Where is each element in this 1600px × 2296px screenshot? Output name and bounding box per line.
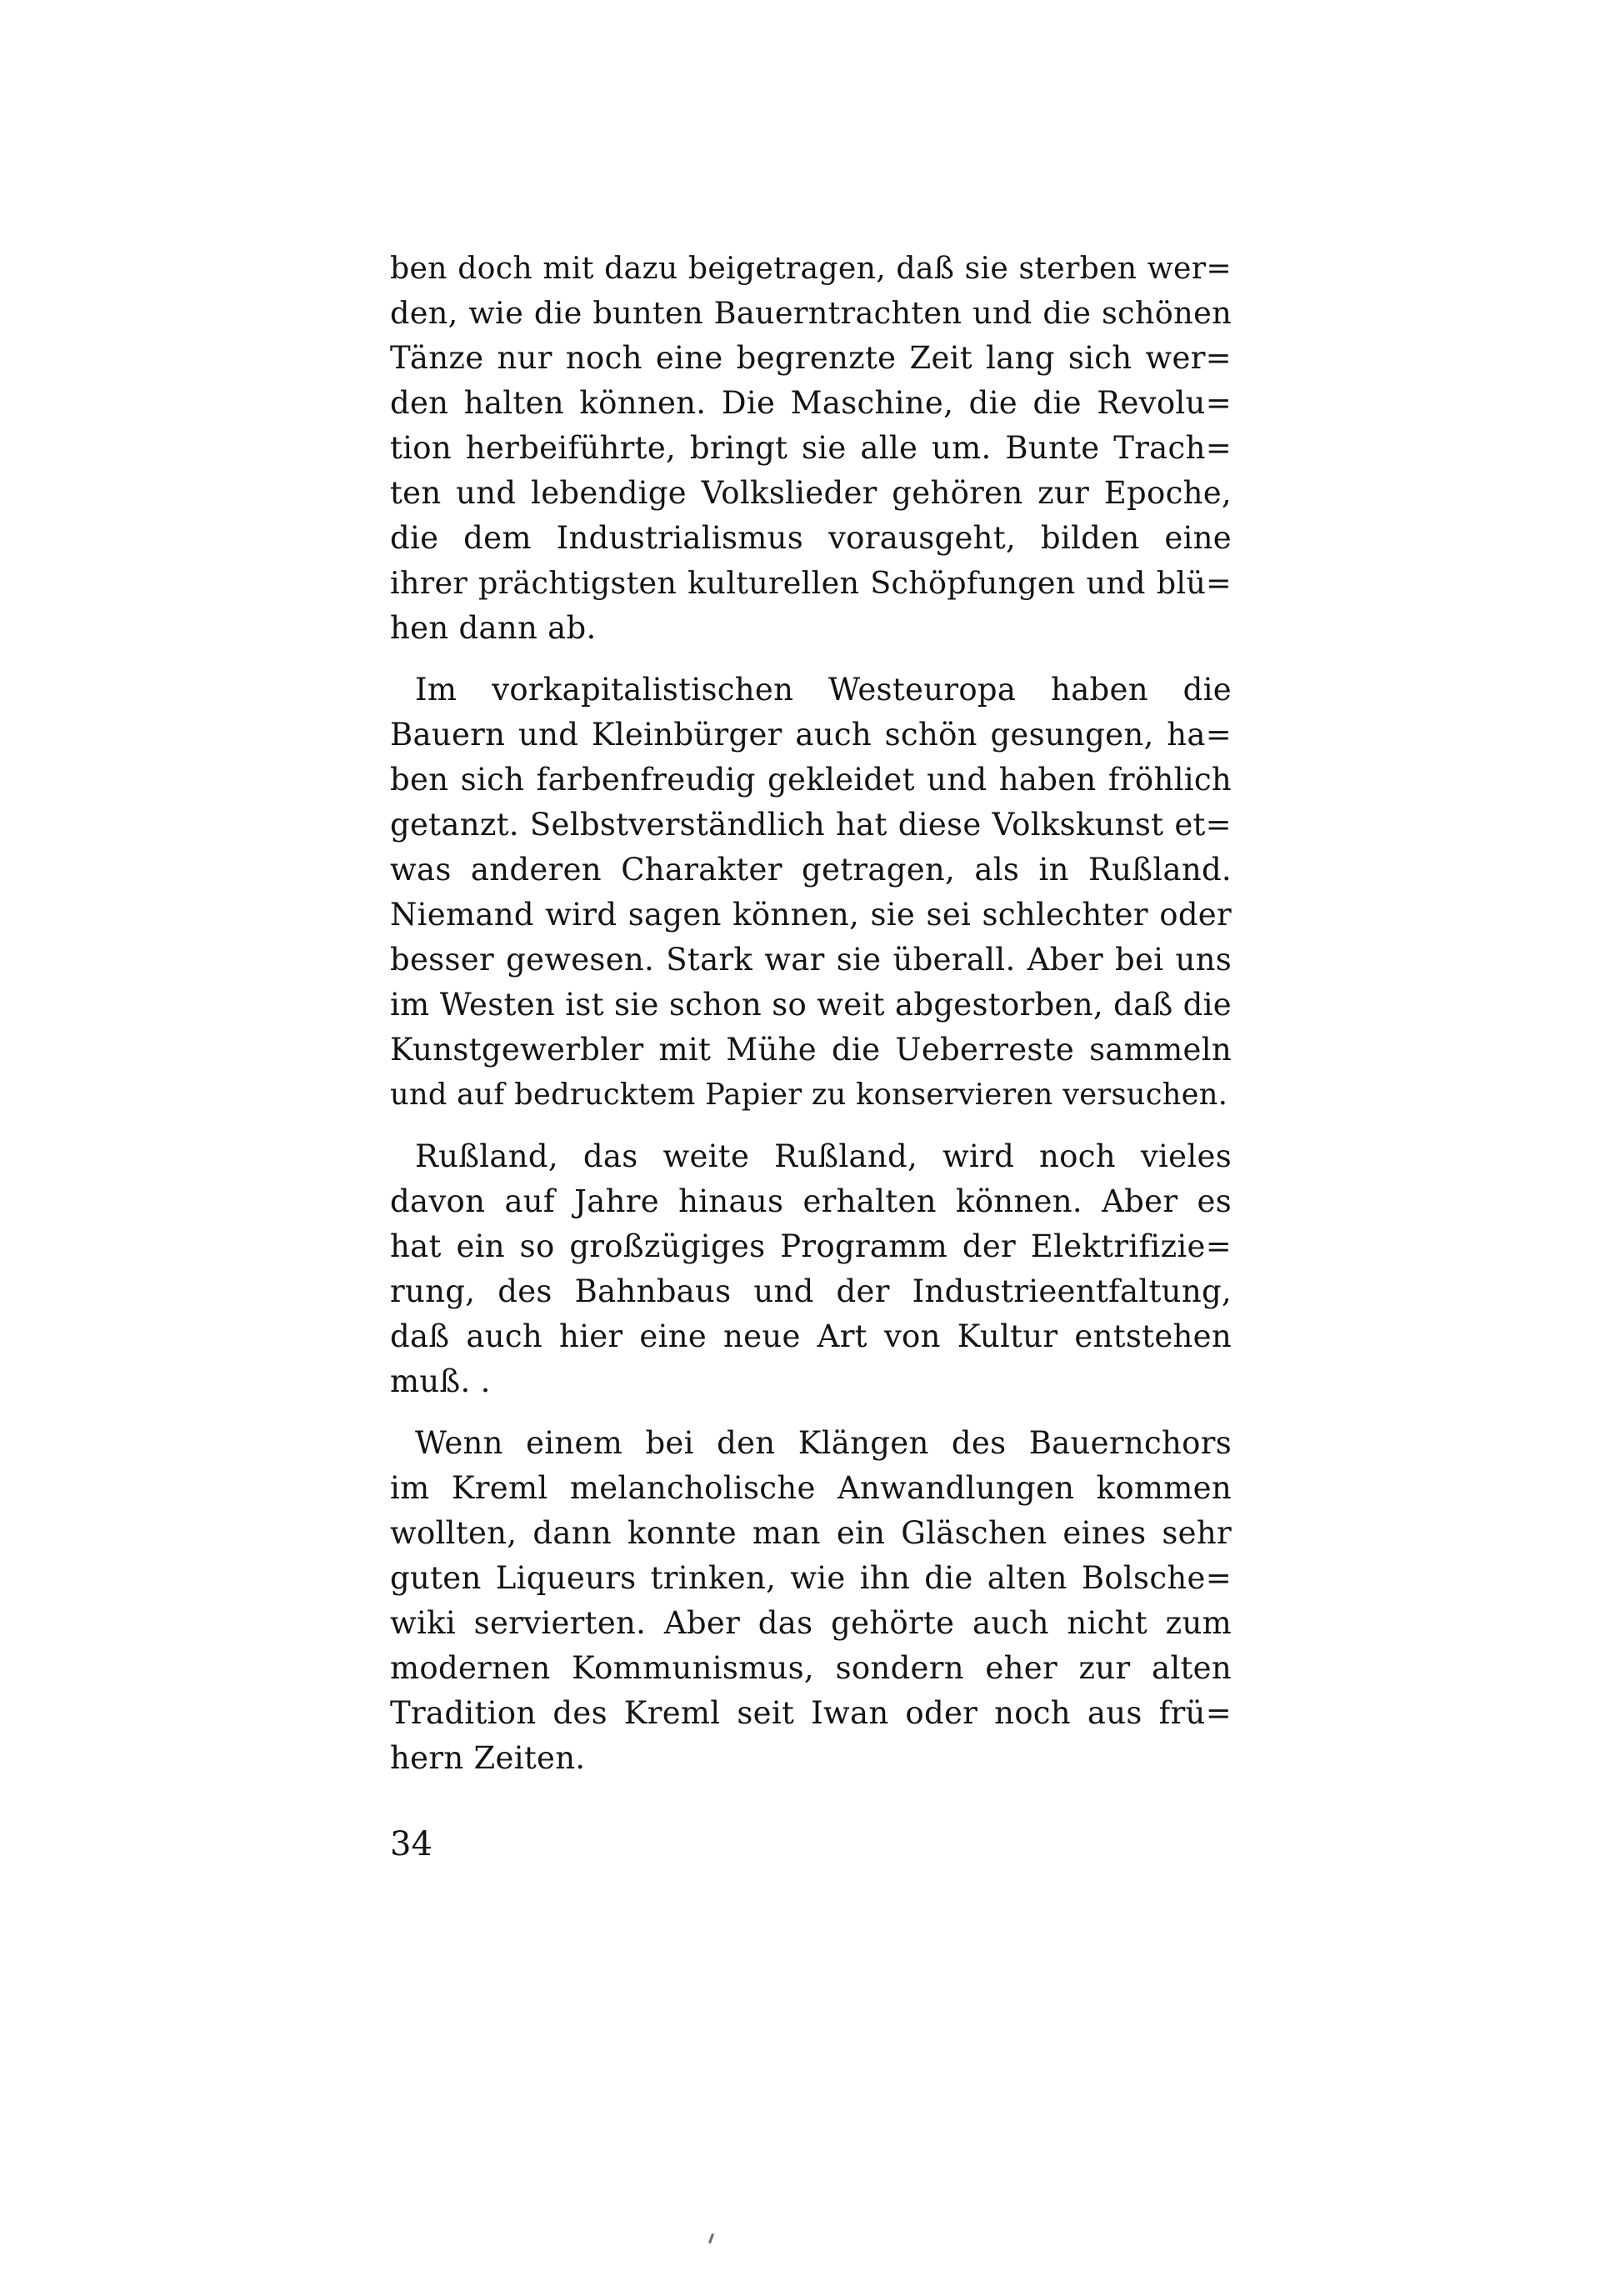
text-line: hen dann ab.	[390, 610, 597, 646]
text-line: hat ein so großzügiges Programm der Elektrifizie=	[390, 1228, 1232, 1264]
text-line: Im vorkapitalistischen Westeuropa haben die	[415, 672, 1232, 708]
text-line: Niemand wird sagen können, sie sei schlechter oder	[390, 897, 1232, 933]
text-line: ben doch mit dazu beigetragen, daß sie sterben wer=	[390, 250, 1232, 286]
paragraph-1	[390, 246, 1232, 651]
text-line: hern Zeiten.	[390, 1740, 586, 1776]
text-line: davon auf Jahre hinaus erhalten können. Aber es	[390, 1183, 1232, 1219]
text-line: wiki servierten. Aber das gehörte auch nicht zum	[390, 1605, 1232, 1641]
text-line: wollten, dann konnte man ein Gläschen eines sehr	[390, 1515, 1232, 1551]
text-line: ben sich farbenfreudig gekleidet und haben fröhlich	[390, 762, 1232, 798]
print-speck	[708, 2233, 714, 2243]
text-line: den halten können. Die Maschine, die die Revolu=	[390, 385, 1232, 421]
text-line: daß auch hier eine neue Art von Kultur entstehen	[390, 1318, 1232, 1354]
page-number: 34	[390, 1825, 432, 1863]
text-line: muß. .	[390, 1363, 491, 1399]
text-line: Tänze nur noch eine begrenzte Zeit lang sich wer=	[390, 340, 1232, 376]
text-line: getanzt. Selbstverständlich hat diese Volkskunst et=	[390, 807, 1232, 843]
text-line: tion herbeiführte, bringt sie alle um. Bunte Trach=	[390, 430, 1232, 466]
text-line: was anderen Charakter getragen, als in Rußland.	[390, 852, 1232, 888]
text-line: rung, des Bahnbaus und der Industrieentfaltung,	[390, 1273, 1232, 1309]
paragraph-3	[390, 1134, 1232, 1404]
text-line: im Kreml melancholische Anwandlungen kommen	[390, 1470, 1232, 1506]
text-line: im Westen ist sie schon so weit abgestorben, daß die	[390, 987, 1232, 1023]
body-text	[390, 246, 1232, 1781]
text-line: Wenn einem bei den Klängen des Bauernchors	[415, 1425, 1232, 1461]
text-line: ten und lebendige Volkslieder gehören zur Epoche,	[390, 475, 1232, 511]
text-line: Kunstgewerbler mit Mühe die Ueberreste sammeln	[390, 1032, 1232, 1068]
text-line: die dem Industrialismus vorausgeht, bilden eine	[390, 520, 1232, 556]
text-line: den, wie die bunten Bauerntrachten und die schönen	[390, 295, 1232, 331]
text-line: guten Liqueurs trinken, wie ihn die alten Bolsche=	[390, 1560, 1232, 1596]
paragraph-4	[390, 1421, 1232, 1781]
text-line: und auf bedrucktem Papier zu konservieren versuchen.	[390, 1078, 1228, 1112]
text-line: Rußland, das weite Rußland, wird noch vieles	[415, 1138, 1232, 1174]
text-line: besser gewesen. Stark war sie überall. Aber bei uns	[390, 942, 1232, 978]
text-line: Tradition des Kreml seit Iwan oder noch aus frü=	[390, 1695, 1232, 1731]
text-line: Bauern und Kleinbürger auch schön gesungen, ha=	[390, 717, 1232, 753]
text-line: modernen Kommunismus, sondern eher zur alten	[390, 1650, 1232, 1686]
paragraph-2	[390, 668, 1232, 1118]
text-line: ihrer prächtigsten kulturellen Schöpfungen und blü=	[390, 565, 1232, 601]
